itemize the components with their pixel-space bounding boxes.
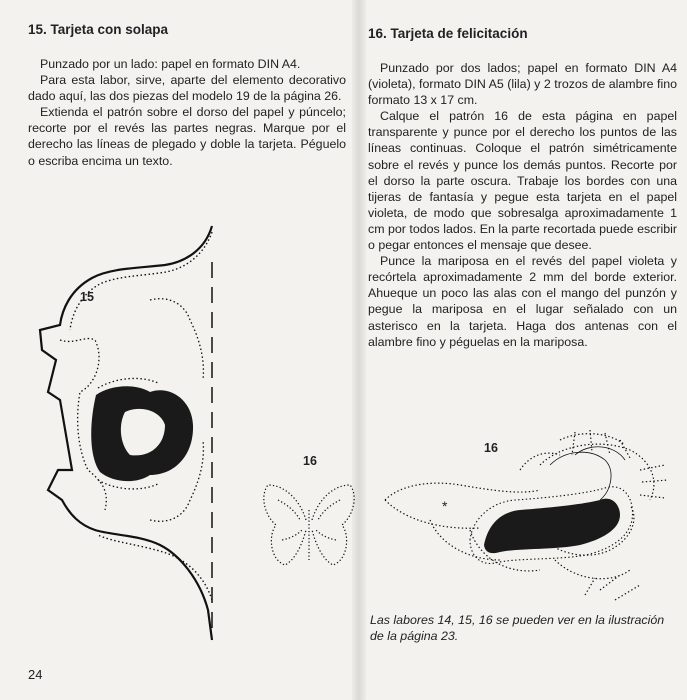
left-paragraph-2: Para esta labor, sirve, aparte del elemento decorativo dado aquí, las dos piezas del modelo 19 de la página 26. [28, 73, 346, 104]
right-paragraph-2: Calque el patrón 16 de esta página en papel transparente y punce por el derecho los puntos de las líneas continuas. Coloque el patrón simétricamente sobre el revés y punce los demás puntos. Recorte por el dorso la parte oscura. Trabaje los bordes con una tijeras de fantasía y pegue esta tarjeta en el papel violeta, de modo que sobresalga aproximadamente 1 cm por todos lados. En la parte recortada puede escribir o pegar entonces el mensaje que desee. [368, 109, 677, 253]
right-paragraph-1: Punzado por dos lados; papel en formato DIN A4 (violeta), formato DIN A5 (lila) y 2 trozos de alambre fino formato 13 x 17 cm. [368, 61, 677, 108]
right-title: 16. Tarjeta de felicitación [368, 26, 528, 41]
asterisk-marker: * [442, 498, 448, 514]
left-title: 15. Tarjeta con solapa [28, 22, 169, 37]
figure-16-label: 16 [484, 441, 498, 455]
figure-15-label: 15 [80, 290, 94, 304]
left-paragraph-3: Extienda el patrón sobre el dorso del papel y púncelo; recorte por el revés las partes negras. Marque por el derecho las líneas de plegado y doble la tarjeta. Péguelo o escriba encima un texto. [28, 105, 346, 168]
butterfly-label: 16 [303, 454, 317, 468]
figure-caption: Las labores 14, 15, 16 se pueden ver en la ilustración de la página 23. [370, 613, 665, 643]
left-paragraph-1: Punzado por un lado: papel en formato DIN A4. [40, 57, 301, 71]
right-paragraph-3: Punce la mariposa en el revés del papel violeta y recórtela aproximadamente 2 mm del borde exterior. Ahueque un poco las alas con el mango del punzón y pegue la mariposa en el lugar señalado con un asterisco en la tarjeta. Haga dos antenas con el alambre fino y péguelas en la mariposa. [368, 254, 677, 349]
page-number: 24 [28, 667, 43, 682]
